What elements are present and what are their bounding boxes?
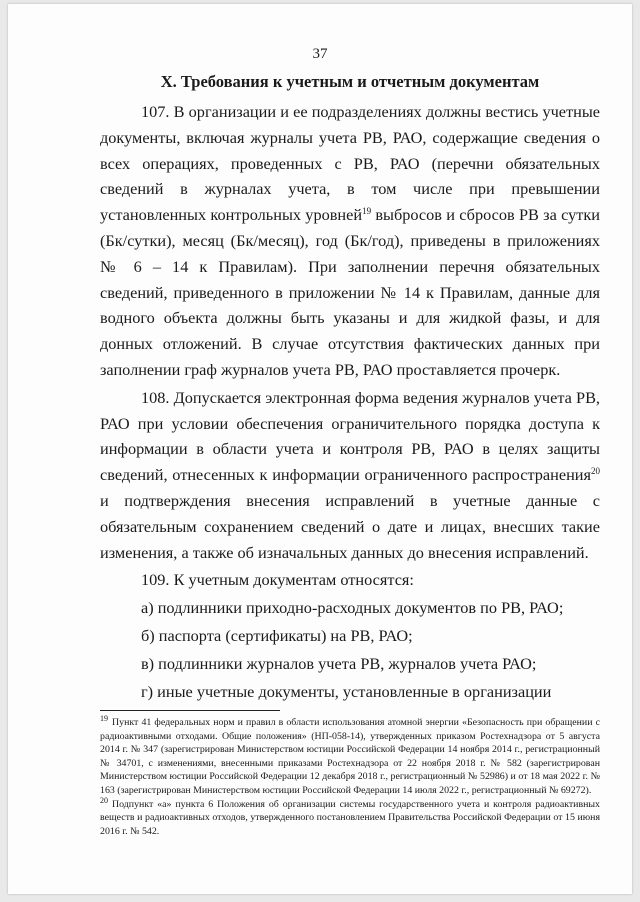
document-body [100,99,600,704]
footnote-divider [100,710,280,711]
footnote-20-mark: 20 [100,795,108,805]
paragraph-109-intro: 109. К учетным документам относятся: [141,570,414,590]
paragraph-107-text-start: 107. В организации и ее подразделениях должны вестись учетные документы, включая журналы учета РВ, РАО, содержащие сведения о всех операциях, проведенных с РВ, РАО (перечни обязательных сведений в журналах учета, в том числе при превышении установленных контрольных уровней [100,102,600,225]
footnote-ref-20[interactable]: 20 [591,466,600,477]
footnote-ref-19[interactable]: 19 [362,206,372,217]
paragraph-107-text-end: выбросов и сбросов РВ за сутки (Бк/сутки), месяц (Бк/месяц), год (Бк/год), приведены в приложениях № 6 – 14 к Правилам). При заполнении перечня обязательных сведений, приведенного в приложении № 14 к Правилам, данные для водного объекта должны быть указаны и для жидкой фазы, и для донных отложений. В случае отсутствия фактических данных при заполнении граф журналов учета РВ, РАО проставляется прочерк. [100,205,600,379]
list-item-a: а) подлинники приходно-расходных документов по РВ, РАО; [141,598,564,618]
document-page [8,4,632,894]
footnote-19-text: Пункт 41 федеральных норм и правил в области использования атомной энергии «Безопасность при обращении с радиоактивными отходами. Общие положения» (НП-058-14), утвержденных приказом Ростехнадзора от 5 августа 2014 г. № 347 (зарегистрирован Министерством юстиции Российской Федерации 14 ноября 2014 г., регистрационный № 34701, с изменениями, внесенными приказами Ростехнадзора от 22 ноября 2018 г. № 582 (зарегистрирован Министерством юстиции Российской Федерации 12 декабря 2018 г., регистрационный № 52986) и от 18 мая 2022 г. № 163 (зарегистрирован Министерством юстиции Российской Федерации 14 июля 2022 г., регистрационный № 69272). [100,717,600,796]
paragraph-107 [100,99,600,383]
section-title: X. Требования к учетным и отчетным документам [160,72,540,91]
list-item-b: б) паспорта (сертификаты) на РВ, РАО; [141,625,413,645]
list-item-g: г) иные учетные документы, установленные в организации [141,681,552,701]
footnote-20-text: Подпункт «а» пункта 6 Положения об организации системы государственного учета и контроля радиоактивных веществ и радиоактивных отходов, утвержденного постановлением Правительства Российской Федерации от 15 июня 2016 г. № 542. [100,798,600,837]
list-item-v: в) подлинники журналов учета РВ, журналов учета РАО; [141,653,537,673]
footnote-19-mark: 19 [100,714,108,723]
paragraph-108 [100,385,600,566]
footnote-19 [100,716,600,798]
footnote-20 [100,795,600,839]
footnotes-section [100,716,600,838]
paragraph-108-text-end: и подтверждения внесения исправлений в учетные данные с обязательным сохранением сведений о дате и лицах, внесших такие изменения, а также об изначальных данных до внесения исправлений. [100,490,600,562]
page-number: 37 [312,46,328,62]
paragraph-108-text-start: 108. Допускается электронная форма ведения журналов учета РВ, РАО при условии обеспечения ограничительного порядка доступа к информации в области учета и контроля РВ, РАО в целях защиты сведений, отнесенных к информации ограниченного распространения [100,387,600,485]
